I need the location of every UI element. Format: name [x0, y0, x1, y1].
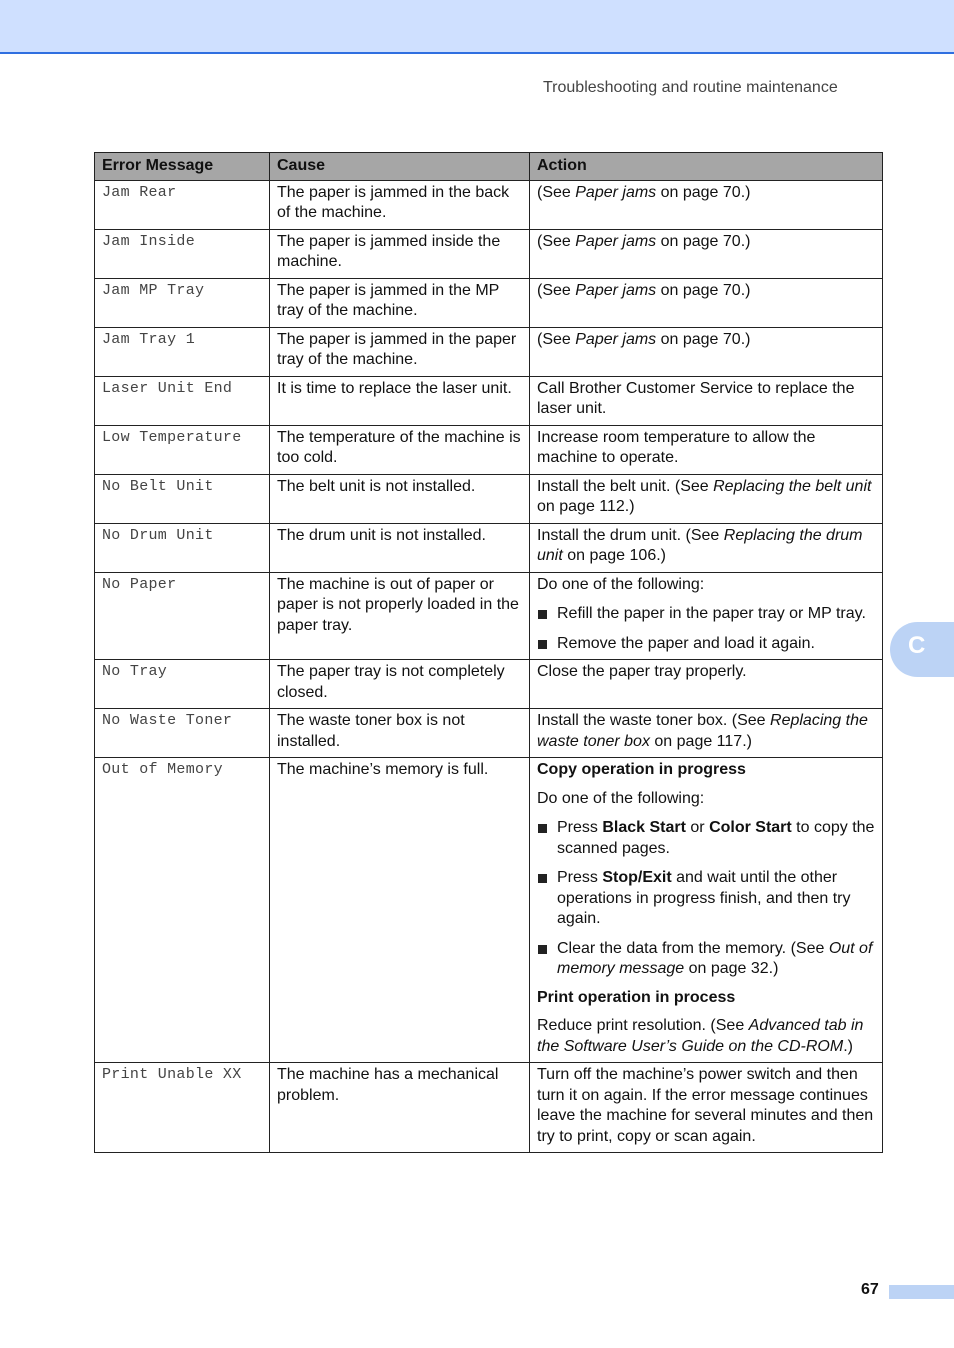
- list-item: Press Black Start or Color Start to copy the scanned pages.: [537, 818, 875, 859]
- error-message: Print Unable XX: [95, 1063, 270, 1153]
- bullet-square-icon: [538, 945, 547, 954]
- table-row: [95, 709, 883, 758]
- table-header-row: [95, 153, 883, 181]
- print-heading: Print operation in process: [537, 988, 736, 1006]
- error-message: Laser Unit End: [95, 376, 270, 425]
- col-header-cause: Cause: [270, 153, 530, 181]
- action: Call Brother Customer Service to replace the laser unit.: [530, 376, 883, 425]
- key-name: Black Start: [602, 819, 686, 836]
- table-row: [95, 1063, 883, 1153]
- cause: The paper is jammed in the back of the machine.: [270, 180, 530, 229]
- cause: The waste toner box is not installed.: [270, 709, 530, 758]
- cross-reference: Advanced tab in the Software User’s Guide on the CD-ROM: [537, 1017, 864, 1055]
- table-row: [95, 327, 883, 376]
- cause: The temperature of the machine is too cold.: [270, 425, 530, 474]
- table-row: [95, 376, 883, 425]
- action: [530, 572, 883, 660]
- col-header-action: Action: [530, 153, 883, 181]
- error-message-table: [94, 152, 883, 1153]
- action: Increase room temperature to allow the machine to operate.: [530, 425, 883, 474]
- action: (See Paper jams on page 70.): [530, 229, 883, 278]
- action: (See Paper jams on page 70.): [530, 278, 883, 327]
- error-message: Out of Memory: [95, 758, 270, 1063]
- bullet-square-icon: [538, 824, 547, 833]
- cause: The machine is out of paper or paper is not properly loaded in the paper tray.: [270, 572, 530, 660]
- action: Install the drum unit. (See Replacing the drum unit on page 106.): [530, 523, 883, 572]
- action: [530, 758, 883, 1063]
- action: (See Paper jams on page 70.): [530, 180, 883, 229]
- chapter-tab: [890, 622, 954, 677]
- action: Install the waste toner box. (See Replacing the waste toner box on page 117.): [530, 709, 883, 758]
- error-message: Low Temperature: [95, 425, 270, 474]
- footer-bar: [889, 1285, 954, 1299]
- action: Close the paper tray properly.: [530, 660, 883, 709]
- chapter-tab-letter: C: [908, 632, 926, 659]
- error-message: No Tray: [95, 660, 270, 709]
- error-message: Jam Rear: [95, 180, 270, 229]
- error-message: No Paper: [95, 572, 270, 660]
- table-row: [95, 180, 883, 229]
- error-message: Jam Tray 1: [95, 327, 270, 376]
- action: Turn off the machine’s power switch and then turn it on again. If the error message continues leave the machine for several minutes and then try to print, copy or scan again.: [530, 1063, 883, 1153]
- table-row: [95, 572, 883, 660]
- cross-reference: Replacing the belt unit: [713, 477, 872, 495]
- error-message: Jam Inside: [95, 229, 270, 278]
- cross-reference: Replacing the drum unit: [537, 526, 863, 564]
- table-row: [95, 425, 883, 474]
- list-item: Press Stop/Exit and wait until the other operations in progress finish, and then try again.: [537, 868, 875, 930]
- top-header-band: [0, 0, 954, 54]
- error-message: No Drum Unit: [95, 523, 270, 572]
- table-row: [95, 229, 883, 278]
- page-number: 67: [861, 1281, 879, 1298]
- action-intro: Do one of the following:: [537, 789, 705, 807]
- cross-reference: Replacing the waste toner box: [537, 712, 868, 750]
- list-item: Remove the paper and load it again.: [537, 634, 875, 655]
- cause: The machine has a mechanical problem.: [270, 1063, 530, 1153]
- cause: The paper is jammed in the paper tray of the machine.: [270, 327, 530, 376]
- bullet-square-icon: [538, 874, 547, 883]
- table-row: [95, 278, 883, 327]
- cause: It is time to replace the laser unit.: [270, 376, 530, 425]
- bullet-square-icon: [538, 640, 547, 649]
- col-header-error-message: Error Message: [95, 153, 270, 181]
- key-name: Stop/Exit: [602, 869, 672, 886]
- action: Install the belt unit. (See Replacing the belt unit on page 112.): [530, 474, 883, 523]
- action: (See Paper jams on page 70.): [530, 327, 883, 376]
- cross-reference: Paper jams: [575, 330, 657, 348]
- cause: The paper is jammed inside the machine.: [270, 229, 530, 278]
- cause: The paper tray is not completely closed.: [270, 660, 530, 709]
- error-message: No Belt Unit: [95, 474, 270, 523]
- cross-reference: Out of memory message: [557, 939, 873, 977]
- key-name: Color Start: [709, 819, 792, 836]
- error-message: Jam MP Tray: [95, 278, 270, 327]
- cross-reference: Paper jams: [575, 183, 657, 201]
- table-row: [95, 758, 883, 1063]
- cause: The belt unit is not installed.: [270, 474, 530, 523]
- error-message: No Waste Toner: [95, 709, 270, 758]
- table-row: [95, 660, 883, 709]
- action-intro: Do one of the following:: [537, 575, 705, 593]
- cross-reference: Paper jams: [575, 281, 657, 299]
- table-row: [95, 474, 883, 523]
- cause: The drum unit is not installed.: [270, 523, 530, 572]
- list-item: Refill the paper in the paper tray or MP tray.: [537, 604, 875, 625]
- cause: The machine’s memory is full.: [270, 758, 530, 1063]
- table-row: [95, 523, 883, 572]
- copy-heading: Copy operation in progress: [537, 761, 746, 778]
- list-item: Clear the data from the memory. (See Out of memory message on page 32.): [537, 939, 875, 980]
- running-header: Troubleshooting and routine maintenance: [543, 79, 838, 96]
- cross-reference: Paper jams: [575, 232, 657, 250]
- cause: The paper is jammed in the MP tray of the machine.: [270, 278, 530, 327]
- bullet-square-icon: [538, 610, 547, 619]
- print-advice: Reduce print resolution. (See Advanced tab in the Software User’s Guide on the CD-ROM.): [537, 1017, 864, 1055]
